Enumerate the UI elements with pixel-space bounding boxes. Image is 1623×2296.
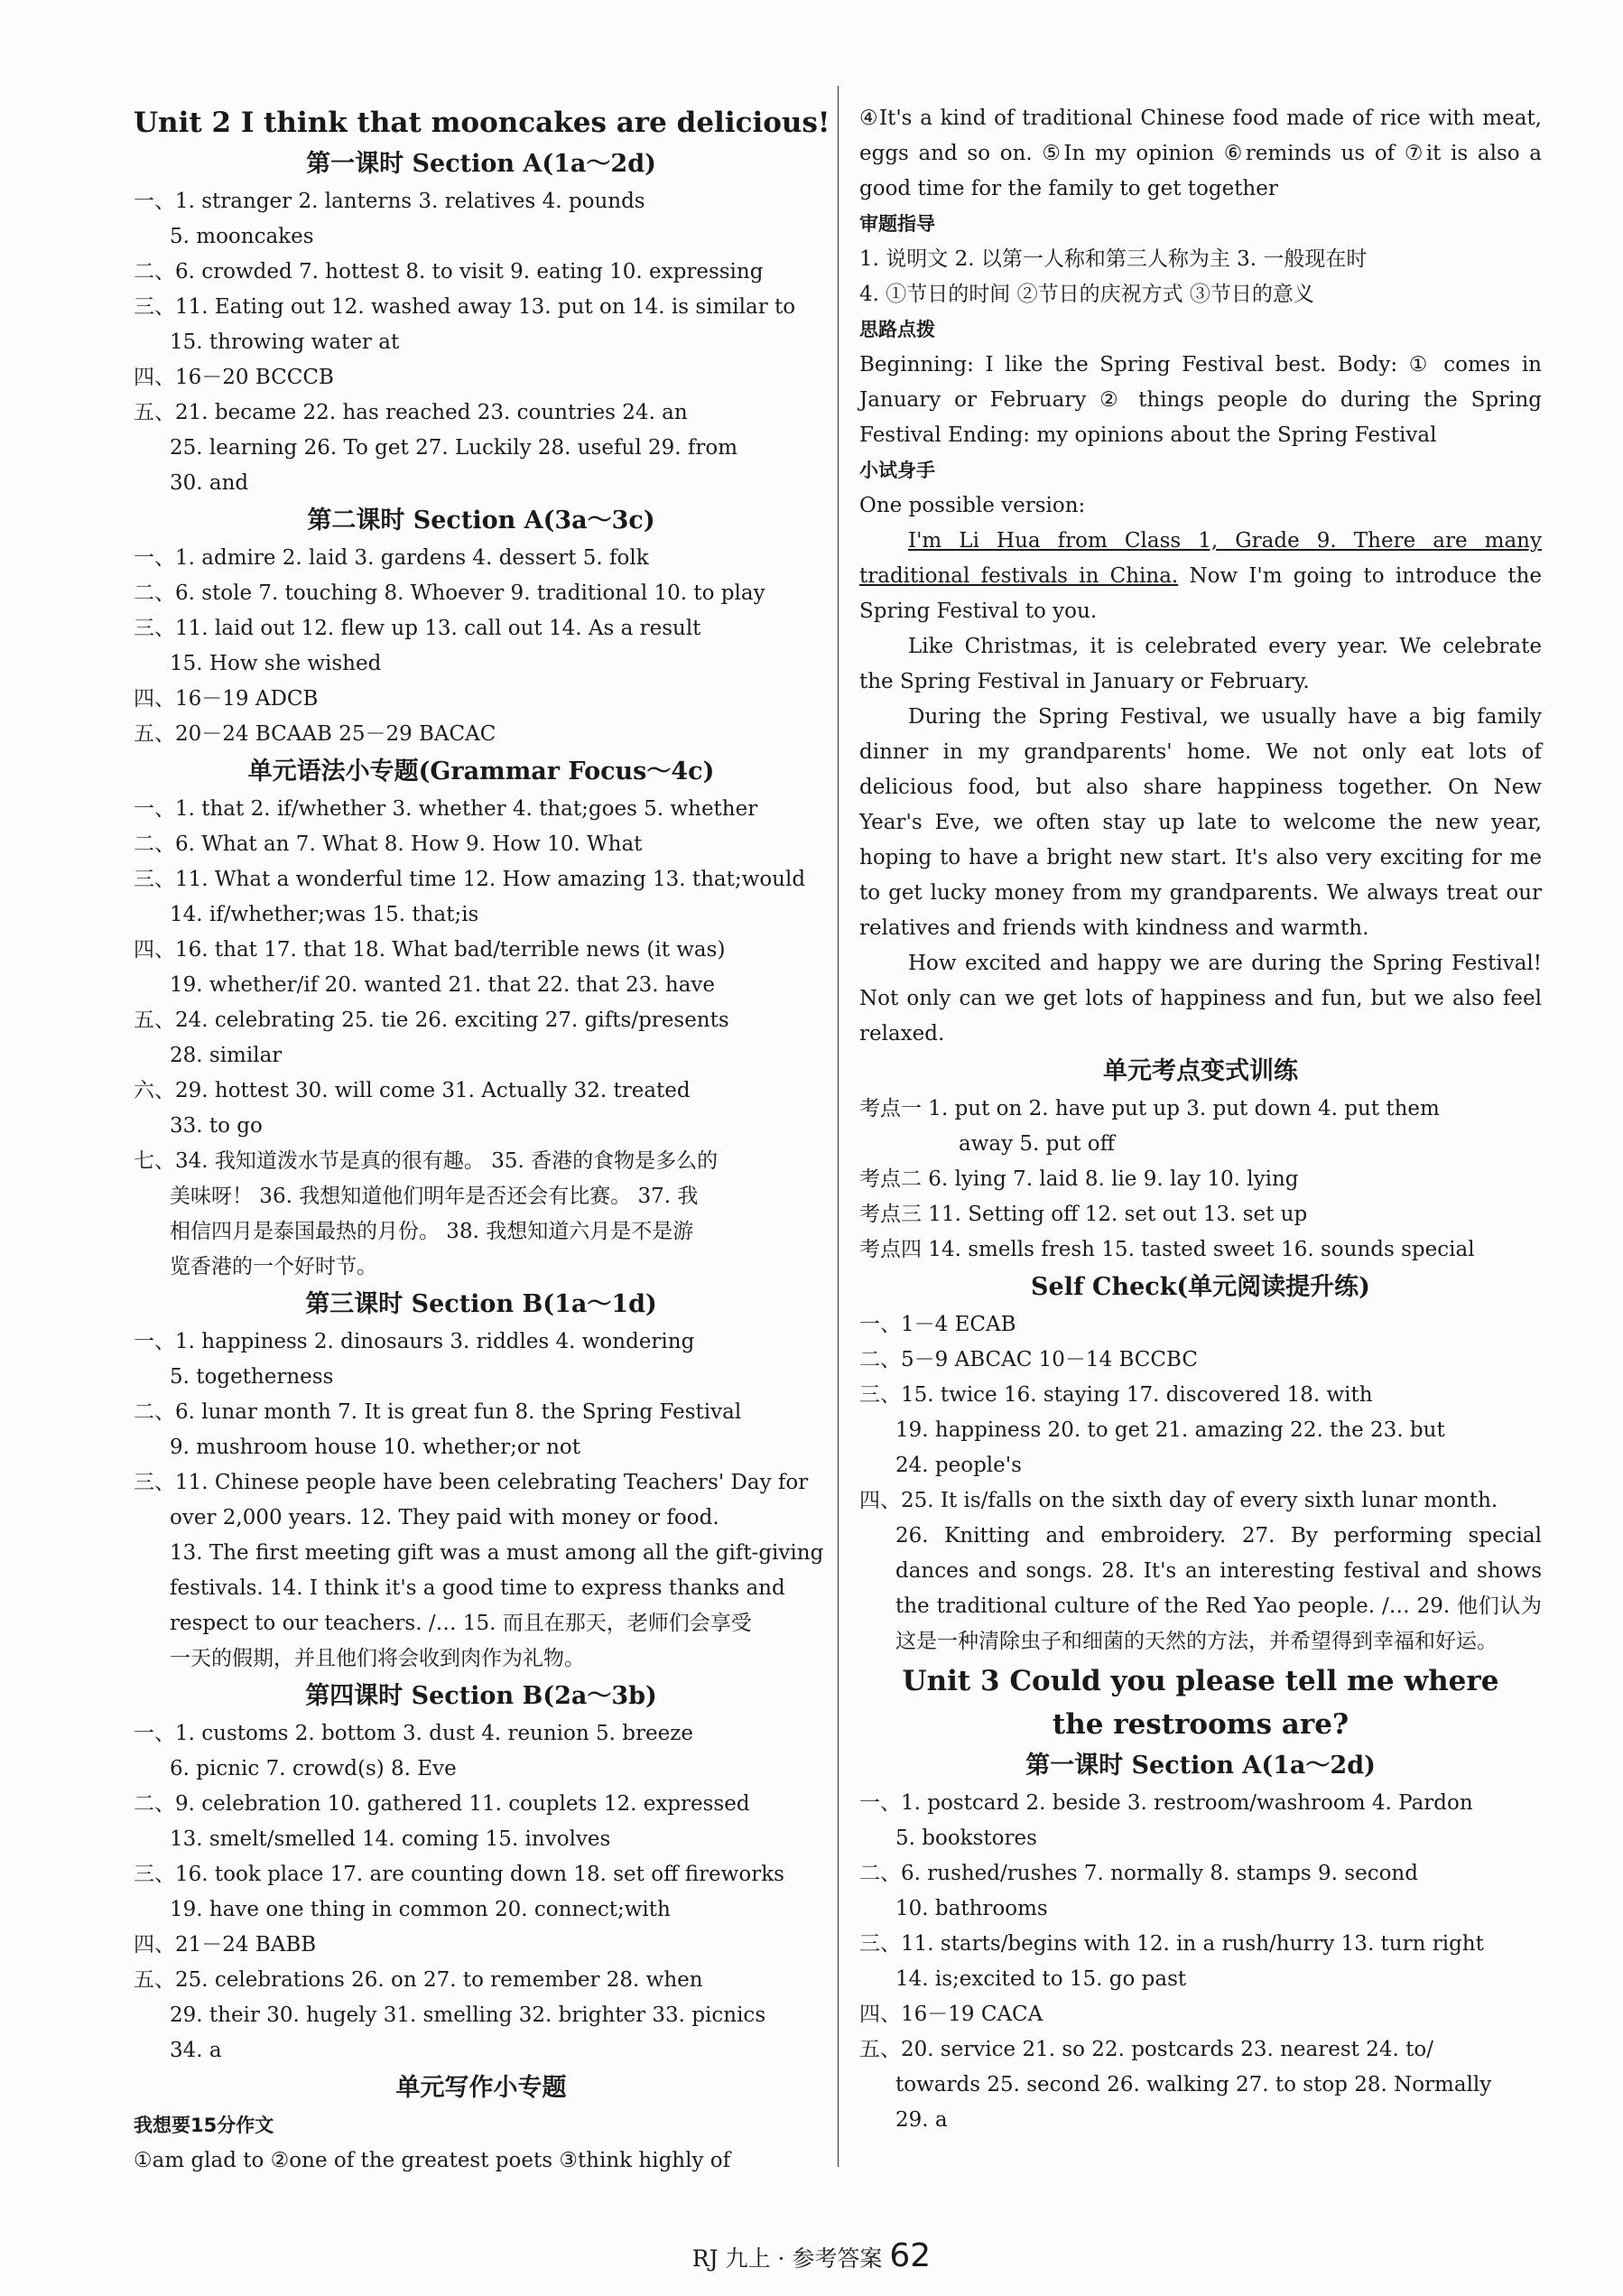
answer-line: 四、21－24 BABB [134, 1933, 317, 1957]
answer-line: 二、6. crowded 7. hottest 8. to visit 9. eating 10. expressing [134, 260, 764, 284]
essay-paragraph: How excited and happy we are during the Spring Festival! Not only can we get lots of happiness and fun, but we also feel relaxed. [859, 952, 1542, 1046]
answer-line: 19. happiness 20. to get 21. amazing 22. the 23. but [895, 1418, 1445, 1442]
page-footer [0, 2237, 1623, 2274]
answer-paragraph: Beginning: I like the Spring Festival best. Body: ① comes in January or February ② things people do during the Spring Festival Ending: my opinions about the Spring Festival [859, 353, 1542, 447]
answer-line: 24. people's [895, 1454, 1022, 1477]
page-number: 62 [889, 2237, 932, 2274]
answer-line: 一、1－4 ECAB [859, 1313, 1016, 1336]
answer-line: ①am glad to ②one of the greatest poets ③think highly of [134, 2149, 731, 2172]
answer-line: 9. mushroom house 10. whether;or not [170, 1436, 580, 1459]
answer-line: 1. 说明文 2. 以第一人称和第三人称为主 3. 一般现在时 [859, 247, 1368, 271]
answer-line: 考点四 14. smells fresh 15. tasted sweet 16. sounds special [859, 1238, 1475, 1261]
answer-line: 一、1. stranger 2. lanterns 3. relatives 4. pounds [134, 190, 645, 213]
answer-line: over 2,000 years. 12. They paid with money or food. [170, 1506, 719, 1529]
answer-line: 30. and [170, 471, 249, 495]
answer-line: 6. picnic 7. crowd(s) 8. Eve [170, 1757, 457, 1780]
answer-line: 5. mooncakes [170, 225, 314, 248]
answer-line: 考点一 1. put on 2. have put up 3. put down 4. put them [859, 1097, 1440, 1120]
answer-line: 34. a [170, 2039, 222, 2062]
answer-line: 五、20－24 BCAAB 25－29 BACAC [134, 722, 496, 746]
answer-line: 33. to go [170, 1114, 263, 1138]
answer-line: 10. bathrooms [895, 1897, 1048, 1920]
underlined-sentence: I'm Li Hua from Class 1, Grade 9. There are many traditional festivals in China. [859, 529, 1542, 588]
answer-line: 六、29. hottest 30. will come 31. Actually 32. treated [134, 1079, 691, 1102]
answer-line: 5. togetherness [170, 1365, 334, 1389]
answer-line: 14. if/whether;was 15. that;is [170, 903, 479, 926]
answer-line: 四、16－19 ADCB [134, 687, 319, 711]
answer-line: 相信四月是泰国最热的月份。 38. 我想知道六月是不是游 [170, 1220, 694, 1243]
answer-line: One possible version: [859, 494, 1086, 517]
subheading-label: 我想要15分作文 [134, 2115, 274, 2136]
subheading-label: 审题指导 [859, 213, 935, 235]
right-column [859, 101, 1542, 2138]
answer-line: away 5. put off [959, 1132, 1115, 1156]
section-heading: 第一课时 Section A(1a～2d) [1025, 1752, 1376, 1780]
answer-line: 七、34. 我知道泼水节是真的很有趣。 35. 香港的食物是多么的 [134, 1149, 719, 1173]
essay-paragraph [859, 524, 1542, 629]
left-column [134, 101, 829, 2179]
answer-line: 13. The first meeting gift was a must among all the gift-giving [170, 1541, 824, 1565]
answer-line: 美味呀！ 36. 我想知道他们明年是否还会有比赛。 37. 我 [170, 1185, 699, 1208]
answer-line: 28. similar [170, 1044, 283, 1067]
unit-title: the restrooms are? [1052, 1708, 1349, 1741]
answer-line: 一、1. admire 2. laid 3. gardens 4. dessert 5. folk [134, 546, 649, 570]
answer-line: 一、1. happiness 2. dinosaurs 3. riddles 4. wondering [134, 1330, 695, 1353]
subheading-label: 思路点拨 [859, 319, 935, 340]
answer-line: 25. learning 26. To get 27. Luckily 28. useful 29. from [170, 436, 738, 460]
section-heading: 第二课时 Section A(3a～3c) [307, 507, 655, 534]
answer-paragraph: ④It's a kind of traditional Chinese food made of rice with meat, eggs and so on. ⑤In my opinion ⑥reminds us of ⑦it is also a good time for the family to get together [859, 107, 1542, 200]
answer-line: 四、16－20 BCCCB [134, 366, 334, 389]
answer-line: 三、15. twice 16. staying 17. discovered 18. with [859, 1383, 1373, 1407]
answer-line: 5. bookstores [895, 1827, 1037, 1850]
section-heading: 第一课时 Section A(1a～2d) [306, 150, 656, 178]
essay-paragraph: During the Spring Festival, we usually have a big family dinner in my grandparents' home. We not only eat lots of delicious food, but also share happiness together. On New Year's Eve, we often stay up late to welcome the new year, hoping to have a bright new start. It's also very exciting for me to get lucky money from my grandparents. We always treat our relatives and friends with kindness and warmth. [859, 705, 1542, 940]
answer-line: 二、5－9 ABCAC 10－14 BCCBC [859, 1348, 1198, 1371]
answer-line: 五、21. became 22. has reached 23. countries 24. an [134, 401, 688, 424]
answer-line: 览香港的一个好时节。 [170, 1255, 377, 1278]
answer-line: 19. whether/if 20. wanted 21. that 22. that 23. have [170, 973, 716, 997]
unit-title: Unit 3 Could you please tell me where [902, 1665, 1499, 1697]
section-heading: 单元写作小专题 [395, 2074, 567, 2102]
answer-line: 二、9. celebration 10. gathered 11. couplets 12. expressed [134, 1792, 750, 1816]
answer-line: 三、11. starts/begins with 12. in a rush/hurry 13. turn right [859, 1932, 1484, 1956]
answer-line: 三、16. took place 17. are counting down 18. set off fireworks [134, 1863, 784, 1886]
answer-line: 二、6. lunar month 7. It is great fun 8. the Spring Festival [134, 1400, 742, 1424]
answer-line: 一天的假期，并且他们将会收到肉作为礼物。 [170, 1647, 585, 1670]
answer-line: 29. their 30. hugely 31. smelling 32. brighter 33. picnics [170, 2003, 766, 2027]
answer-line: 15. How she wished [170, 652, 382, 675]
answer-line: 19. have one thing in common 20. connect;with [170, 1898, 671, 1921]
answer-line: 五、24. celebrating 25. tie 26. exciting 27. gifts/presents [134, 1009, 729, 1032]
footer-label: RJ 九上 · 参考答案 [691, 2245, 883, 2272]
answer-line: 五、20. service 21. so 22. postcards 23. nearest 24. to/ [859, 2038, 1433, 2061]
answer-line: 三、11. Eating out 12. washed away 13. put on 14. is similar to [134, 295, 796, 319]
answer-line: 四、25. It is/falls on the sixth day of every sixth lunar month. [859, 1489, 1498, 1512]
section-heading: 单元考点变式训练 [1103, 1057, 1298, 1085]
answer-line: 五、25. celebrations 26. on 27. to remember 28. when [134, 1968, 703, 1992]
answer-line: towards 25. second 26. walking 27. to stop 28. Normally [895, 2073, 1492, 2096]
answer-line: 三、11. laid out 12. flew up 13. call out 14. As a result [134, 617, 701, 640]
answer-line: 四、16－19 CACA [859, 2003, 1043, 2026]
subheading-label: 小试身手 [859, 460, 935, 481]
answer-line: festivals. 14. I think it's a good time to express thanks and [170, 1576, 785, 1600]
section-heading: 第三课时 Section B(1a～1d) [305, 1290, 657, 1318]
answer-line: 一、1. postcard 2. beside 3. restroom/washroom 4. Pardon [859, 1791, 1473, 1815]
paragraph-continuation: Now I'm going to introduce the Spring Festival to you. [859, 564, 1542, 623]
section-heading: 单元语法小专题(Grammar Focus～4c) [247, 758, 715, 785]
answer-line: 一、1. customs 2. bottom 3. dust 4. reunion 5. breeze [134, 1722, 693, 1745]
answer-paragraph: 26. Knitting and embroidery. 27. By performing special dances and songs. 28. It's an interesting festival and shows the traditional culture of the Red Yao people. /… 29. 他们认为这是一种清除虫子和细菌的天然的方法，并希望得到幸福和好运。 [895, 1524, 1542, 1653]
answer-line: 三、11. What a wonderful time 12. How amazing 13. that;would [134, 868, 806, 891]
unit-title: Unit 2 I think that mooncakes are delicious! [134, 107, 830, 139]
section-heading: Self Check(单元阅读提升练) [1031, 1273, 1370, 1301]
essay-paragraph: Like Christmas, it is celebrated every year. We celebrate the Spring Festival in January or February. [859, 635, 1542, 693]
answer-line: 三、11. Chinese people have been celebrating Teachers' Day for [134, 1471, 809, 1494]
answer-line: 29. a [895, 2108, 948, 2132]
answer-line: 四、16. that 17. that 18. What bad/terrible news (it was) [134, 938, 726, 962]
answer-line: 13. smelt/smelled 14. coming 15. involves [170, 1827, 611, 1851]
answer-line: 一、1. that 2. if/whether 3. whether 4. that;goes 5. whether [134, 797, 758, 821]
answer-line: 4. ①节日的时间 ②节日的庆祝方式 ③节日的意义 [859, 283, 1314, 306]
answer-line: 二、6. stole 7. touching 8. Whoever 9. traditional 10. to play [134, 581, 765, 605]
answer-line: 15. throwing water at [170, 330, 400, 354]
answer-line: 二、6. What an 7. What 8. How 9. How 10. What [134, 832, 643, 856]
answer-line: respect to our teachers. /… 15. 而且在那天，老师们会享受 [170, 1612, 752, 1635]
answer-line: 二、6. rushed/rushes 7. normally 8. stamps 9. second [859, 1862, 1418, 1885]
answer-line: 考点三 11. Setting off 12. set out 13. set up [859, 1203, 1308, 1226]
column-divider [838, 86, 839, 2167]
section-heading: 第四课时 Section B(2a～3b) [305, 1682, 657, 1710]
answer-line: 14. is;excited to 15. go past [895, 1967, 1187, 1991]
answer-line: 考点二 6. lying 7. laid 8. lie 9. lay 10. lying [859, 1167, 1299, 1191]
